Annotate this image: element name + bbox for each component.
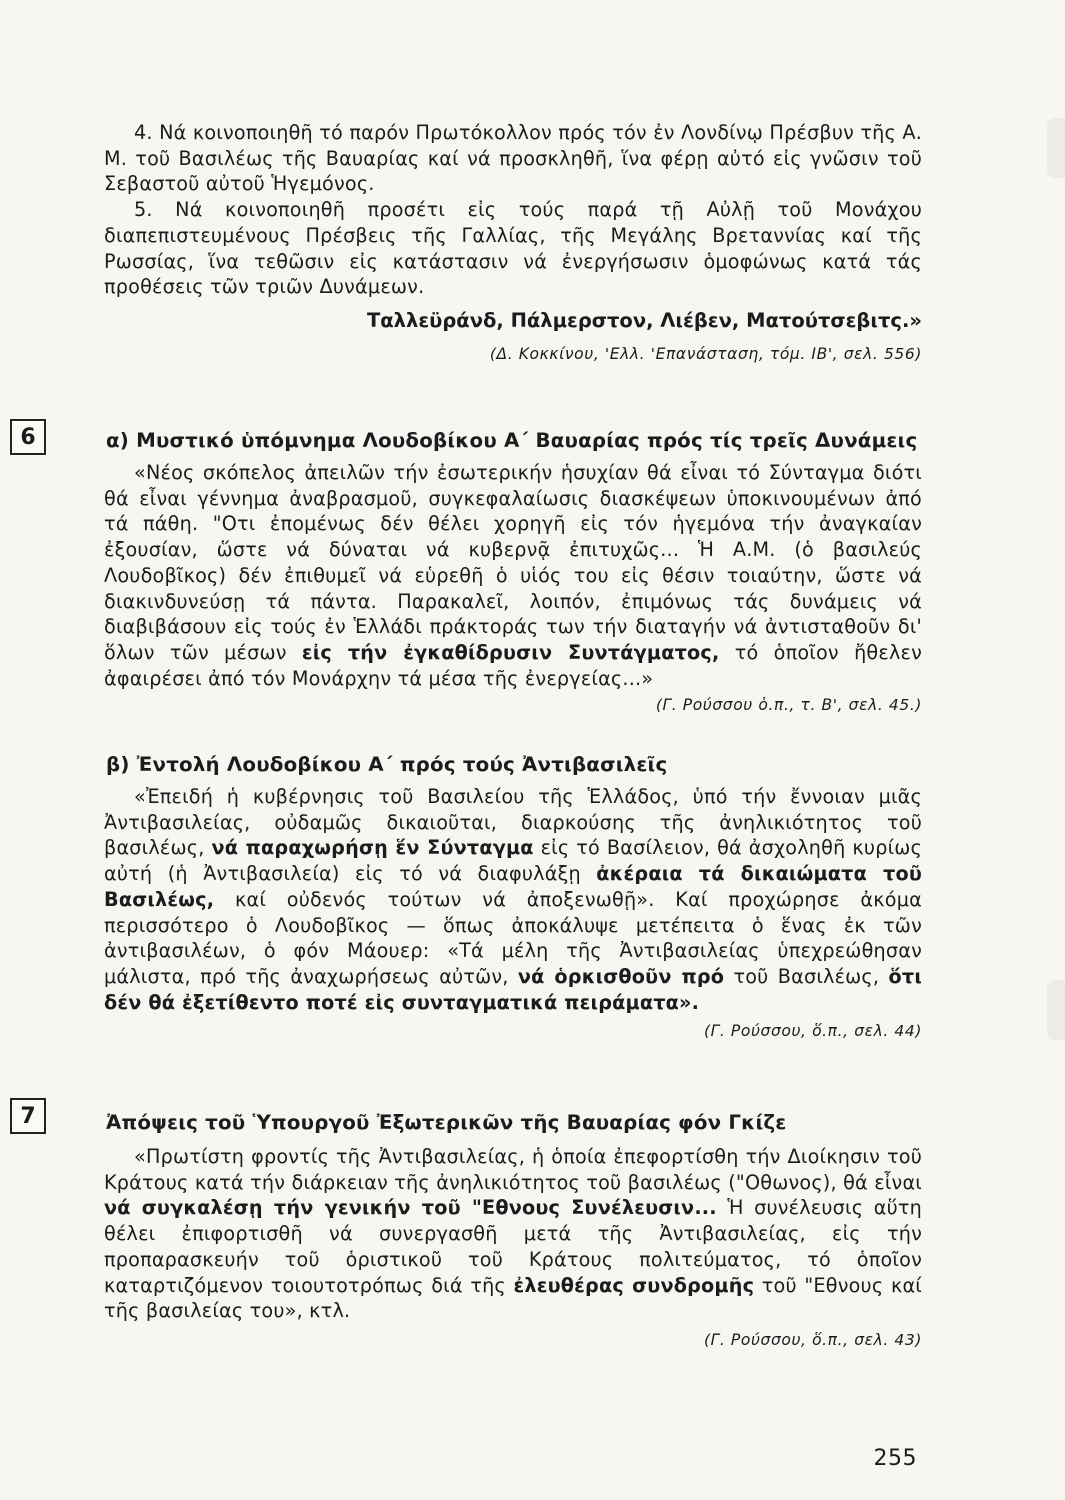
intro-block: [104, 120, 922, 364]
page-edge-shadow: [1047, 980, 1065, 1040]
page-number: 255: [873, 1446, 917, 1471]
section-6a-heading: α) Μυστικό ὑπόμνημα Λουδοβίκου Α΄ Βαυαρίας πρός τίς τρεῖς Δυνάμεις: [106, 429, 918, 452]
section-6a: [104, 428, 922, 715]
source-citation: (Γ. Ρούσσου, ὅ.π., σελ. 43): [703, 1330, 922, 1349]
section-7: [104, 1110, 922, 1350]
section-marker-7: 7: [10, 1098, 46, 1134]
section-marker-6: 6: [10, 419, 46, 455]
section-6b-heading: β) Ἐντολή Λουδοβίκου Α΄ πρός τούς Ἀντιβασιλεῖς: [106, 753, 668, 776]
source-citation: (Γ. Ρούσσου ὁ.π., τ. Β', σελ. 45.): [655, 696, 922, 715]
section-6a-text: «Νέος σκόπελος ἀπειλῶν τήν ἐσωτερικήν ἡσυχίαν θά εἶναι τό Σύνταγμα διότι θά εἶναι γέννημα ἀναβρασμοῦ, συγκεφαλαίωσις διασκέψεων ὑποκινουμένων ἀπό τά πάθη. "Οτι ἐπομένως δέν θέλει χορηγῆ εἰς τόν ἡγεμόνα τήν ἀναγκαίαν ἐξουσίαν, ὥστε νά δύναται νά κυβερνᾷ ἐπιτυχῶς... Ἡ Α.Μ. (ὁ βασιλεύς Λουδοβῖκος) δέν ἐπιθυμεῖ νά εὑρεθῆ ὁ υἱός του εἰς θέσιν τοιαύτην, ὥστε νά διακινδυνεύσῃ τά πάντα. Παρακαλεῖ, λοιπόν, ἐπιμόνως τάς δυνάμεις νά διαβιβάσουν εἰς τούς ἐν Ἑλλάδι πράκτοράς των τήν διαταγήν νά ἀντισταθοῦν δι' ὅλων τῶν μέσων εἰς τήν ἐγκαθίδρυσιν Συντάγματος, τό ὁποῖον ἤθελεν ἀφαιρέσει ἀπό τόν Μονάρχην τά μέσα τῆς ἐνεργείας...»: [104, 461, 922, 690]
section-7-text: «Πρωτίστη φροντίς τῆς Ἀντιβασιλείας, ἡ ὁποία ἐπεφορτίσθη τήν Διοίκησιν τοῦ Κράτους κατά τήν διάρκειαν τῆς ἀνηλικιότητος τοῦ βασιλέως ("Οθωνος), θά εἶναι νά συγκαλέσῃ τήν γενικήν τοῦ "Εθνους Συνέλευσιν... Ἡ συνέλευσις αὕτη θέλει ἐπιφορτισθῆ νά συνεργασθῆ μετά τῆς Ἀντιβασιλείας, εἰς τήν προπαρασκευήν τοῦ ὁριστικοῦ τοῦ Κράτους πολιτεύματος, τό ὁποῖον καταρτιζόμενον τοιουτοτρόπως διά τῆς ἐλευθέρας συνδρομῆς τοῦ "Εθνους καί τῆς βασιλείας του», κτλ.: [104, 1145, 922, 1323]
section-6b: [104, 752, 922, 1041]
section-7-heading: Ἀπόψεις τοῦ Ὑπουργοῦ Ἐξωτερικῶν τῆς Βαυαρίας φόν Γκίζε: [106, 1111, 787, 1134]
page-edge-shadow: [1047, 118, 1065, 178]
source-citation: (Δ. Κοκκίνου, 'Ελλ. 'Επανάσταση, τόμ. ΙΒ', σελ. 556): [489, 344, 922, 363]
paragraph-4: 4. Νά κοινοποιηθῆ τό παρόν Πρωτόκολλον πρός τόν ἐν Λονδίνῳ Πρέσβυν τῆς Α. Μ. τοῦ Βασιλέως τῆς Βαυαρίας καί νά προσκληθῆ, ἵνα φέρῃ αὐτό εἰς γνῶσιν τοῦ Σεβαστοῦ αὐτοῦ Ἡγεμόνος.: [104, 121, 922, 196]
source-citation: (Γ. Ρούσσου, ὅ.π., σελ. 44): [703, 1022, 922, 1041]
section-6b-text: «Ἐπειδή ἡ κυβέρνησις τοῦ Βασιλείου τῆς Ἑλλάδος, ὑπό τήν ἔννοιαν μιᾶς Ἀντιβασιλείας, οὐδαμῶς δικαιοῦται, διαρκούσης τῆς ἀνηλικιότητος τοῦ βασιλέως, νά παραχωρήσῃ ἕν Σύνταγμα εἰς τό Βασίλειον, θά ἀσχοληθῆ κυρίως αὐτή (ἡ Ἀντιβασιλεία) εἰς τό νά διαφυλάξῃ ἀκέραια τά δικαιώματα τοῦ Βασιλέως, καί οὐδενός τούτων νά ἀποξενωθῇ». Καί προχώρησε ἀκόμα περισσότερο ὁ Λουδοβῖκος — ὅπως ἀποκάλυψε μετέπειτα ὁ ἕνας ἐκ τῶν ἀντιβασιλέων, ὁ φόν Μάουερ: «Τά μέλη τῆς Ἀντιβασιλείας ὑπεχρεώθησαν μάλιστα, πρό τῆς ἀναχωρήσεως αὐτῶν, νά ὁρκισθοῦν πρό τοῦ Βασιλέως, ὅτι δέν θά ἐξετίθεντο ποτέ εἰς συνταγματικά πειράματα».: [104, 785, 923, 1014]
signatures: Ταλλεϋράνδ, Πάλμερστον, Λιέβεν, Ματούτσεβιτς.»: [366, 308, 922, 332]
paragraph-5: 5. Νά κοινοποιηθῆ προσέτι εἰς τούς παρά τῇ Αὐλῇ τοῦ Μονάχου διαπεπιστευμένους Πρέσβεις τῆς Γαλλίας, τῆς Μεγάλης Βρεταννίας καί τῆς Ρωσσίας, ἵνα τεθῶσιν εἰς κατάστασιν νά ἐνεργήσωσιν ὁμοφώνως κατά τάς προθέσεις τῶν τριῶν Δυνάμεων.: [104, 198, 922, 299]
